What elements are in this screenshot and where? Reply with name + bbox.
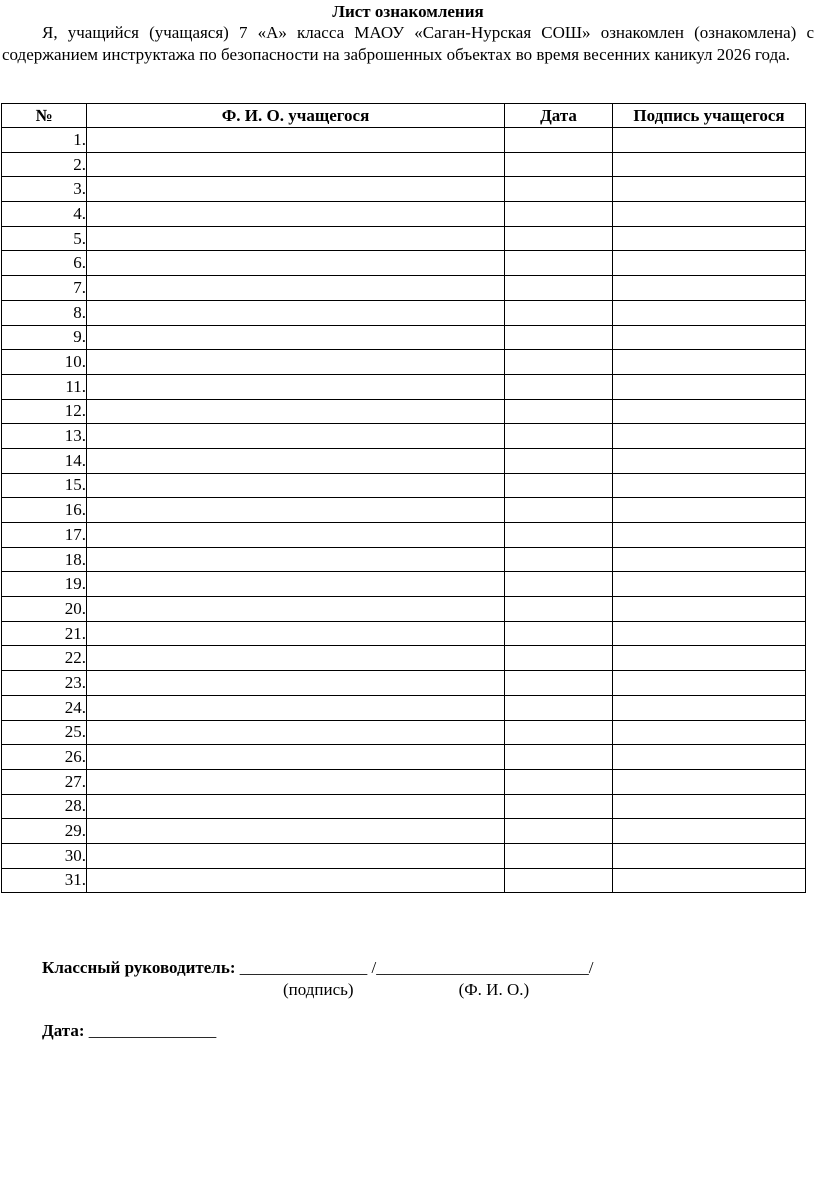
- date-cell[interactable]: [505, 597, 613, 622]
- name-cell[interactable]: [87, 695, 505, 720]
- table-row: [2, 251, 806, 276]
- date-cell[interactable]: [505, 276, 613, 301]
- row-number: 31.: [2, 868, 87, 893]
- table-row: [2, 473, 806, 498]
- row-number: 25.: [2, 720, 87, 745]
- row-number: 29.: [2, 819, 87, 844]
- table-row: [2, 448, 806, 473]
- table-row: [2, 202, 806, 227]
- date-cell[interactable]: [505, 399, 613, 424]
- intro-paragraph: Я, учащийся (учащаяся) 7 «А» класса МАОУ «Саган-Нурская СОШ» ознакомлен (ознакомлена) с содержанием инструктажа по безопасности на заброшенных объектах во время весенних каникул 2026 года.: [2, 23, 814, 64]
- name-cell[interactable]: [87, 843, 505, 868]
- signature-cell[interactable]: [613, 745, 806, 770]
- signature-cell[interactable]: [613, 424, 806, 449]
- date-cell[interactable]: [505, 523, 613, 548]
- signature-cell[interactable]: [613, 597, 806, 622]
- signature-cell[interactable]: [613, 498, 806, 523]
- name-cell[interactable]: [87, 621, 505, 646]
- date-cell[interactable]: [505, 152, 613, 177]
- row-number: 16.: [2, 498, 87, 523]
- table-row: [2, 424, 806, 449]
- date-cell[interactable]: [505, 745, 613, 770]
- signature-cell[interactable]: [613, 350, 806, 375]
- signature-cell[interactable]: [613, 128, 806, 153]
- name-cell[interactable]: [87, 794, 505, 819]
- signature-cell[interactable]: [613, 868, 806, 893]
- row-number: 11.: [2, 374, 87, 399]
- date-cell[interactable]: [505, 424, 613, 449]
- row-number: 28.: [2, 794, 87, 819]
- row-number: 20.: [2, 597, 87, 622]
- header-date: Дата: [505, 104, 613, 128]
- table-row: [2, 350, 806, 375]
- signature-cell[interactable]: [613, 794, 806, 819]
- name-cell[interactable]: [87, 177, 505, 202]
- date-cell[interactable]: [505, 350, 613, 375]
- table-row: [2, 745, 806, 770]
- signature-cell[interactable]: [613, 152, 806, 177]
- table-row: [2, 621, 806, 646]
- row-number: 18.: [2, 547, 87, 572]
- date-cell[interactable]: [505, 473, 613, 498]
- table-row: [2, 720, 806, 745]
- signature-cell[interactable]: [613, 547, 806, 572]
- date-cell[interactable]: [505, 325, 613, 350]
- table-row: [2, 671, 806, 696]
- name-cell[interactable]: [87, 276, 505, 301]
- table-row: [2, 597, 806, 622]
- signature-cell[interactable]: [613, 374, 806, 399]
- date-blank-line: _______________: [84, 1021, 217, 1040]
- date-cell[interactable]: [505, 868, 613, 893]
- table-row: [2, 646, 806, 671]
- name-cell[interactable]: [87, 424, 505, 449]
- date-cell[interactable]: [505, 202, 613, 227]
- date-cell[interactable]: [505, 300, 613, 325]
- name-cell[interactable]: [87, 251, 505, 276]
- table-row: [2, 300, 806, 325]
- row-number: 21.: [2, 621, 87, 646]
- name-cell[interactable]: [87, 597, 505, 622]
- date-cell[interactable]: [505, 547, 613, 572]
- row-number: 22.: [2, 646, 87, 671]
- header-number: №: [2, 104, 87, 128]
- signature-captions: [283, 979, 529, 1001]
- name-cell[interactable]: [87, 819, 505, 844]
- row-number: 9.: [2, 325, 87, 350]
- name-cell[interactable]: [87, 523, 505, 548]
- date-cell[interactable]: [505, 572, 613, 597]
- date-cell[interactable]: [505, 794, 613, 819]
- date-cell[interactable]: [505, 374, 613, 399]
- table-row: [2, 498, 806, 523]
- name-cell[interactable]: [87, 448, 505, 473]
- teacher-blank-line: _______________ /_________________________/: [235, 958, 594, 977]
- signature-cell[interactable]: [613, 251, 806, 276]
- name-cell[interactable]: [87, 498, 505, 523]
- name-cell[interactable]: [87, 720, 505, 745]
- table-row: [2, 276, 806, 301]
- caption-signature: (подпись): [283, 980, 354, 999]
- signature-cell[interactable]: [613, 300, 806, 325]
- table-row: [2, 769, 806, 794]
- signature-cell[interactable]: [613, 819, 806, 844]
- signature-cell[interactable]: [613, 448, 806, 473]
- table-row: [2, 794, 806, 819]
- table-row: [2, 843, 806, 868]
- signature-cell[interactable]: [613, 202, 806, 227]
- page-title: Лист ознакомления: [332, 2, 484, 21]
- signature-cell[interactable]: [613, 843, 806, 868]
- row-number: 5.: [2, 226, 87, 251]
- row-number: 24.: [2, 695, 87, 720]
- row-number: 3.: [2, 177, 87, 202]
- table-row: [2, 523, 806, 548]
- date-cell[interactable]: [505, 621, 613, 646]
- table-row: [2, 226, 806, 251]
- row-number: 26.: [2, 745, 87, 770]
- signature-cell[interactable]: [613, 399, 806, 424]
- row-number: 6.: [2, 251, 87, 276]
- signature-cell[interactable]: [613, 523, 806, 548]
- row-number: 30.: [2, 843, 87, 868]
- date-cell[interactable]: [505, 251, 613, 276]
- row-number: 4.: [2, 202, 87, 227]
- row-number: 19.: [2, 572, 87, 597]
- date-cell[interactable]: [505, 819, 613, 844]
- row-number: 13.: [2, 424, 87, 449]
- table-row: [2, 868, 806, 893]
- table-row: [2, 325, 806, 350]
- name-cell[interactable]: [87, 325, 505, 350]
- name-cell[interactable]: [87, 202, 505, 227]
- date-cell[interactable]: [505, 448, 613, 473]
- signature-cell[interactable]: [613, 646, 806, 671]
- signature-cell[interactable]: [613, 671, 806, 696]
- teacher-signature-line: [42, 957, 593, 979]
- name-cell[interactable]: [87, 868, 505, 893]
- table-row: [2, 572, 806, 597]
- name-cell[interactable]: [87, 399, 505, 424]
- name-cell[interactable]: [87, 374, 505, 399]
- signature-cell[interactable]: [613, 695, 806, 720]
- row-number: 12.: [2, 399, 87, 424]
- name-cell[interactable]: [87, 547, 505, 572]
- name-cell[interactable]: [87, 646, 505, 671]
- table-row: [2, 128, 806, 153]
- name-cell[interactable]: [87, 769, 505, 794]
- acknowledgement-table: [1, 103, 806, 893]
- signature-cell[interactable]: [613, 177, 806, 202]
- table-row: [2, 819, 806, 844]
- signature-cell[interactable]: [613, 720, 806, 745]
- name-cell[interactable]: [87, 473, 505, 498]
- signature-cell[interactable]: [613, 276, 806, 301]
- name-cell[interactable]: [87, 300, 505, 325]
- name-cell[interactable]: [87, 226, 505, 251]
- name-cell[interactable]: [87, 671, 505, 696]
- table-header-row: [2, 104, 806, 128]
- date-label: Дата:: [42, 1021, 85, 1040]
- row-number: 23.: [2, 671, 87, 696]
- header-signature: Подпись учащегося: [613, 104, 806, 128]
- signature-cell[interactable]: [613, 572, 806, 597]
- date-cell[interactable]: [505, 177, 613, 202]
- header-student-name: Ф. И. О. учащегося: [87, 104, 505, 128]
- date-cell[interactable]: [505, 720, 613, 745]
- row-number: 8.: [2, 300, 87, 325]
- name-cell[interactable]: [87, 350, 505, 375]
- signature-cell[interactable]: [613, 473, 806, 498]
- signature-cell[interactable]: [613, 325, 806, 350]
- date-cell[interactable]: [505, 646, 613, 671]
- table-row: [2, 152, 806, 177]
- table-row: [2, 374, 806, 399]
- date-cell[interactable]: [505, 128, 613, 153]
- date-cell[interactable]: [505, 498, 613, 523]
- signature-cell[interactable]: [613, 621, 806, 646]
- date-cell[interactable]: [505, 769, 613, 794]
- name-cell[interactable]: [87, 152, 505, 177]
- teacher-label: Классный руководитель:: [42, 958, 236, 977]
- row-number: 27.: [2, 769, 87, 794]
- row-number: 15.: [2, 473, 87, 498]
- row-number: 7.: [2, 276, 87, 301]
- date-cell[interactable]: [505, 226, 613, 251]
- row-number: 17.: [2, 523, 87, 548]
- date-cell[interactable]: [505, 695, 613, 720]
- date-cell[interactable]: [505, 671, 613, 696]
- row-number: 1.: [2, 128, 87, 153]
- date-line: [42, 1020, 216, 1042]
- row-number: 10.: [2, 350, 87, 375]
- table-row: [2, 177, 806, 202]
- table-row: [2, 695, 806, 720]
- signature-cell[interactable]: [613, 769, 806, 794]
- name-cell[interactable]: [87, 745, 505, 770]
- signature-cell[interactable]: [613, 226, 806, 251]
- caption-name: (Ф. И. О.): [458, 980, 530, 999]
- table-row: [2, 547, 806, 572]
- date-cell[interactable]: [505, 843, 613, 868]
- name-cell[interactable]: [87, 572, 505, 597]
- row-number: 14.: [2, 448, 87, 473]
- name-cell[interactable]: [87, 128, 505, 153]
- table-row: [2, 399, 806, 424]
- row-number: 2.: [2, 152, 87, 177]
